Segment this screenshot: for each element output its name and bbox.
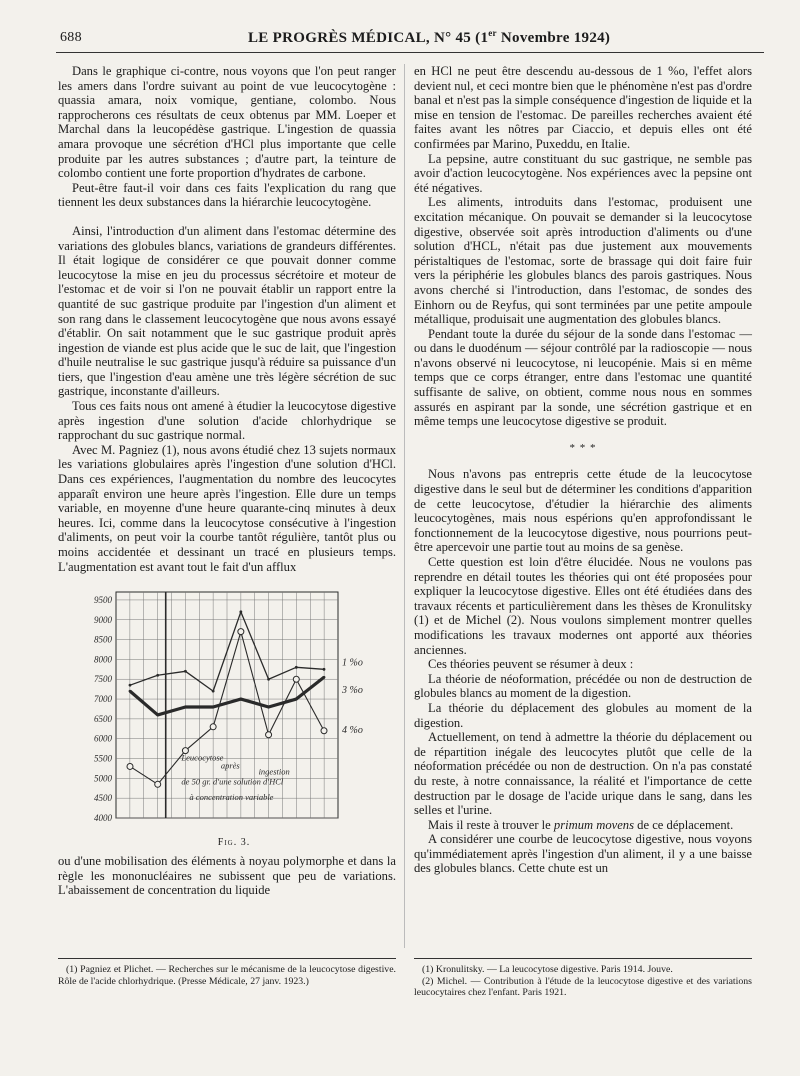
- curve-label: 4 %o: [342, 724, 363, 736]
- page-number: 688: [60, 30, 82, 45]
- figure-3: [58, 582, 396, 852]
- y-tick-label: 9500: [94, 595, 112, 606]
- data-point: [238, 629, 244, 635]
- y-tick-label: 9000: [94, 614, 112, 625]
- data-point: [212, 690, 215, 693]
- running-title: [248, 28, 610, 47]
- y-tick-label: 4500: [94, 793, 112, 804]
- data-point: [267, 706, 270, 709]
- paragraph: La théorie de néoformation, précédée ou non de destruction de globules blancs au moment de la digestion.: [414, 671, 752, 701]
- running-title-main: LE PROGRÈS MÉDICAL, N° 45 (1: [248, 30, 489, 46]
- footnote: (2) Michel. — Contribution à l'étude de la leucocytose digestive et des variations leucocytaires chez l'enfant. Paris 1921.: [414, 975, 752, 999]
- data-point: [239, 698, 242, 701]
- footnote: (1) Pagniez et Plichet. — Recherches sur le mécanisme de la leucocytose digestive. Rôle de l'acide chlorhydrique. (Presse Médicale, 27 janv. 1923.): [58, 964, 396, 987]
- annotation-line: Leucocytose: [181, 752, 224, 763]
- data-point: [212, 706, 215, 709]
- paragraph: Ces théories peuvent se résumer à deux :: [428, 657, 634, 672]
- section-break-stars: * * *: [569, 441, 597, 454]
- left-column: [58, 64, 396, 898]
- paragraph: Actuellement, on tend à admettre la théorie du déplacement ou de répartition inégale des leucocytes plutôt que celle de la néoformation précédée ou non de destruction. On n'a pas constaté du reste, à notre connaissance, la réalité et l'importance de cette destruction par le dosage de l'acide urique dans le sang, dans les selles et l'urine.: [414, 730, 752, 818]
- annotation-line: après: [220, 760, 240, 771]
- footnote-rule-left: [58, 958, 396, 959]
- data-point: [129, 684, 132, 687]
- data-point: [293, 676, 299, 682]
- data-point: [184, 706, 187, 709]
- y-tick-label: 5500: [94, 753, 112, 764]
- data-point: [210, 724, 216, 730]
- data-point: [127, 764, 133, 770]
- data-point: [239, 611, 242, 614]
- chart-curve-labels: [341, 658, 363, 736]
- data-point: [295, 666, 298, 669]
- paragraph: La pepsine, autre constituant du suc gastrique, ne semble pas avoir d'action leucocytogène. Nos expériences avec la pepsine ont été négatives.: [414, 151, 752, 195]
- annotation-line: ingestion: [258, 766, 290, 777]
- paragraph: Tous ces faits nous ont amené à étudier la leucocytose digestive après ingestion d'une solution d'acide chlorhydrique se rapprochant du suc gastrique normal.: [58, 399, 396, 443]
- leucocytose-chart: [58, 582, 396, 832]
- y-tick-label: 4000: [94, 813, 112, 824]
- footnote: (1) Kronulitsky. — La leucocytose digestive. Paris 1914. Jouve.: [422, 964, 673, 975]
- y-tick-label: 7000: [94, 694, 112, 705]
- figure-caption: Fig. 3.: [217, 836, 251, 848]
- y-tick-label: 8000: [94, 654, 112, 665]
- right-column: [414, 64, 752, 876]
- running-header: [0, 28, 800, 50]
- footnotes-right: [414, 964, 752, 999]
- paragraph: Ainsi, l'introduction d'un aliment dans l'estomac détermine des variations des globules blancs, variations de grandeurs différentes. Il était logique de considérer ce que pouvait donner comme leucocytose la mise en jeu du processus sécrétoire et moteur de l'estomac et de voir si l'on ne pouvait établir un rapport entre la quantité de suc gastrique produite par l'ingestion d'un aliment et son rang dans le classement leucocytogène que nous avons essayé d'établir. On sait notamment que le suc gastrique produit après ingestion de viande est plus acide que le suc de lait, que l'ingestion d'huile neutralise le suc gastrique jusqu'à réduire sa puissance d'un tiers, que l'ingestion d'eau amène une très légère sécrétion de suc gastrique, inconstante d'ailleurs.: [58, 223, 396, 399]
- paragraph: La théorie du déplacement des globules au moment de la digestion.: [414, 700, 752, 730]
- paragraph: Nous n'avons pas entrepris cette étude de la leucocytose digestive dans le seul but de déterminer les conditions d'apparition de cette leucocytose, d'étudier la hiérarchie des aliments leucocytogènes, mais nous espérions qu'en approfondissant le fonctionnement de la leucocytose digestive, nous pourrions peut-être apercevoir une partie tout au moins de sa genèse.: [414, 467, 752, 555]
- paragraph: ou d'une mobilisation des éléments à noyau polymorphe et dans la règle les mononucléaires ne subissent que peu de variations. L'abaissement de concentration du liquide: [58, 854, 396, 898]
- data-point: [323, 676, 326, 679]
- y-tick-label: 6500: [94, 714, 112, 725]
- paragraph: Peut-être faut-il voir dans ces faits l'explication du rang que tiennent les deux substances dans la hiérarchie leucocytogène.: [58, 180, 396, 210]
- data-point: [184, 670, 187, 673]
- data-point: [156, 714, 159, 717]
- chart-annotation: [180, 753, 289, 803]
- paragraph: Cette question est loin d'être élucidée. Nous ne voulons pas reprendre en détail toutes les théories qui ont été proposées pour expliquer la leucocytose digestive. Elles ont été étudiées dans des travaux récents et particulièrement dans les thèses de Kronulitsky (1) et de Michel (2). Nous voulons simplement montrer quelles modifications les travaux modernes ont apporté aux théories anciennes.: [414, 555, 752, 657]
- data-point: [321, 728, 327, 734]
- data-point: [129, 690, 132, 693]
- y-tick-label: 7500: [94, 674, 112, 685]
- paragraph: [414, 818, 752, 833]
- text-run: Mais il reste à trouver le: [428, 817, 554, 832]
- header-rule: [56, 52, 764, 53]
- chart-y-labels: [94, 595, 113, 823]
- footnotes-left: [58, 964, 396, 987]
- data-point: [295, 698, 298, 701]
- curve-label: 3 %o: [342, 685, 363, 697]
- emphasis: primum movens: [553, 817, 635, 832]
- y-tick-label: 6000: [94, 733, 112, 744]
- paragraph: Pendant toute la durée du séjour de la sonde dans l'estomac — ou dans le duodénum — séjour contrôlé par la radioscopie — nous n'avons observé ni leucocytose, ni leucopénie. Mais si en même temps que ce corps étranger, entre dans l'estomac une quantité suffisante de salive, on obtient, comme nous nous en sommes assurés en aspirant par la sonde, une sécrétion gastrique et en même temps une leucocytose digestive se produit.: [414, 326, 752, 429]
- running-title-sup: er: [488, 28, 497, 38]
- data-point: [323, 668, 326, 671]
- footnote-rule-right: [414, 958, 752, 959]
- data-point: [156, 674, 159, 677]
- y-tick-label: 5000: [94, 773, 112, 784]
- curve-label: 1 %o: [342, 657, 363, 669]
- data-point: [267, 678, 270, 681]
- data-point: [266, 732, 272, 738]
- paragraph: en HCl ne peut être descendu au-dessous de 1 %o, l'effet alors devient nul, et ceci montre bien que le phénomène n'est pas d'ordre banal et n'est pas la simple conséquence d'ingestion de liquide et la mise en tension de l'estomac. De pareilles recherches avaient été faites avant les nôtres par Ciaccio, et depuis elles ont été confirmées par Marino, Puxeddu, en Italie.: [414, 64, 752, 151]
- y-tick-label: 8500: [94, 634, 112, 645]
- annotation-line: à concentration variable: [189, 792, 274, 803]
- column-separator: [404, 64, 405, 948]
- data-point: [155, 781, 161, 787]
- annotation-line: de 50 gr. d'une solution d'HCl: [181, 776, 284, 787]
- text-run: de ce déplacement.: [634, 817, 734, 832]
- paragraph: Dans le graphique ci-contre, nous voyons que l'on peut ranger les amers dans l'ordre suivant au point de vue leucocytogène : quassia amara, noix vomique, gentiane, colombo. Nous rapprocherons ces résultats de ceux obtenus par MM. Loeper et Marchal dans la leucopédèse gastrique. L'ingestion de quassia amara provoque une sécrétion d'HCl plus importante que celle produite par les autres substances ; d'autre part, la teinture de colombo contient une forte proportion d'hydrates de carbone.: [58, 64, 396, 181]
- paragraph: Avec M. Pagniez (1), nous avons étudié chez 13 sujets normaux les variations globulaires après l'ingestion d'une solution d'HCl. Dans ces expériences, l'augmentation du nombre des leucocytes apparaît environ une heure après l'ingestion. Elle dure un temps variable, en moyenne d'une heure quarante-cinq minutes à deux heures. Ici, comme dans la leucocytose consécutive à l'ingestion d'aliments, on peut voir la courbe tantôt régulière, tantôt plus ou moins accidentée et dessinant un tracé en plusieurs temps. L'augmentation est avant tout le fait d'un afflux: [58, 442, 396, 574]
- paragraph: A considérer une courbe de leucocytose digestive, nous voyons qu'immédiatement après l'ingestion d'un aliment, il y a une baisse des globules blancs. Cette chute est un: [414, 832, 752, 876]
- paragraph: Les aliments, introduits dans l'estomac, produisent une excitation mécanique. On pouvait se demander si la leucocytose digestive, observée soit après introduction d'aliments ou d'une solution d'HCL, n'était pas due justement aux mouvements péristaltiques de l'estomac, sorte de brassage qui doit faire fuir vers la périphérie les globules blancs des parois gastriques. Nous avons cherché si l'introduction, dans l'estomac, de sondes des Einhorn ou de Reyfus, qui sont terminées par une petite ampoule métallique, produisait une augmentation des globules blancs.: [414, 195, 752, 327]
- running-title-date: Novembre 1924): [496, 30, 611, 46]
